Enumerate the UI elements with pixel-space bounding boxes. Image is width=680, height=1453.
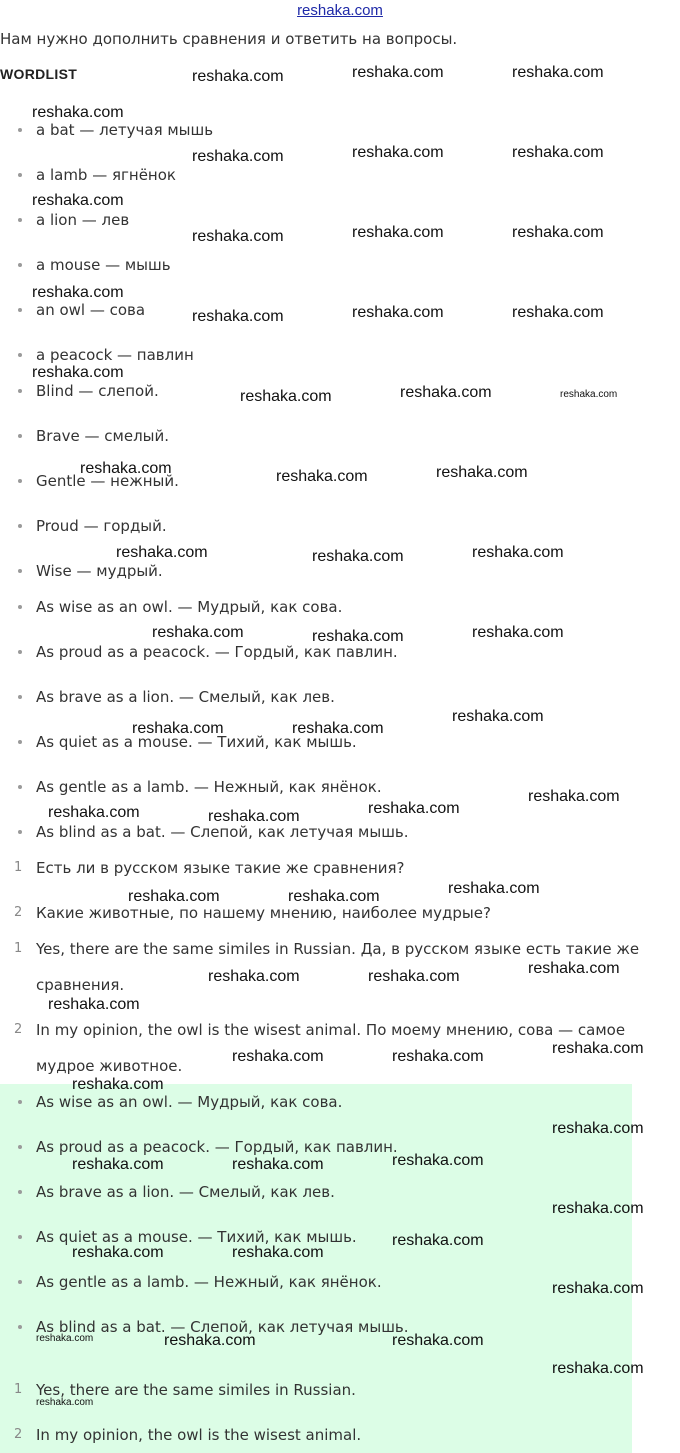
bullet-icon [18, 389, 22, 393]
watermark: reshaka.com [312, 548, 404, 565]
bullet-icon [18, 173, 22, 177]
watermark: reshaka.com [472, 624, 564, 641]
watermark: reshaka.com [80, 460, 172, 477]
watermark: reshaka.com [352, 224, 444, 241]
watermark: reshaka.com [392, 1048, 484, 1065]
watermark: reshaka.com [436, 464, 528, 481]
watermark: reshaka.com [72, 1244, 164, 1261]
watermark: reshaka.com [32, 104, 124, 121]
watermark: reshaka.com [512, 144, 604, 161]
watermark: reshaka.com [560, 389, 618, 400]
watermark: reshaka.com [232, 1244, 324, 1261]
watermark: reshaka.com [276, 468, 368, 485]
bullet-icon [18, 569, 22, 573]
intro-text: Нам нужно дополнить сравнения и ответить на вопросы. [0, 30, 458, 48]
watermark: reshaka.com [528, 788, 620, 805]
watermark: reshaka.com [552, 1040, 644, 1057]
watermark: reshaka.com [368, 800, 460, 817]
watermark: reshaka.com [72, 1156, 164, 1173]
watermark: reshaka.com [192, 308, 284, 325]
watermark: reshaka.com [48, 804, 140, 821]
watermark: reshaka.com [552, 1280, 644, 1297]
watermark: reshaka.com [32, 192, 124, 209]
watermark: reshaka.com [312, 628, 404, 645]
watermark: reshaka.com [352, 144, 444, 161]
watermark: reshaka.com [392, 1232, 484, 1249]
bullet-icon [18, 128, 22, 132]
watermark: reshaka.com [240, 388, 332, 405]
wordlist-heading: WORDLIST [0, 66, 78, 82]
watermark: reshaka.com [512, 224, 604, 241]
bullet-icon [18, 650, 22, 654]
watermark: reshaka.com [512, 304, 604, 321]
bullet-icon [18, 1235, 22, 1239]
bullet-icon [18, 605, 22, 609]
watermark: reshaka.com [72, 1076, 164, 1093]
watermark: reshaka.com [36, 1333, 94, 1344]
bullet-icon [18, 695, 22, 699]
watermark: reshaka.com [192, 148, 284, 165]
watermark: reshaka.com [32, 284, 124, 301]
watermark: reshaka.com [552, 1360, 644, 1377]
watermark: reshaka.com [552, 1200, 644, 1217]
bullet-icon [18, 830, 22, 834]
watermark: reshaka.com [352, 304, 444, 321]
watermark: reshaka.com [292, 720, 384, 737]
bullet-icon [18, 218, 22, 222]
watermark: reshaka.com [452, 708, 544, 725]
bullet-icon [18, 479, 22, 483]
bullet-icon [18, 1190, 22, 1194]
bullet-icon [18, 308, 22, 312]
site-title-link[interactable]: reshaka.com [297, 2, 383, 19]
bullet-icon [18, 1100, 22, 1104]
watermark: reshaka.com [232, 1156, 324, 1173]
bullet-icon [18, 1325, 22, 1329]
bullet-icon [18, 740, 22, 744]
watermark: reshaka.com [552, 1120, 644, 1137]
bullet-icon [18, 434, 22, 438]
watermark: reshaka.com [116, 544, 208, 561]
watermark: reshaka.com [208, 808, 300, 825]
watermark: reshaka.com [32, 364, 124, 381]
watermark: reshaka.com [132, 720, 224, 737]
bullet-icon [18, 785, 22, 789]
bullet-icon [18, 1280, 22, 1284]
watermark: reshaka.com [152, 624, 244, 641]
watermark: reshaka.com [512, 64, 604, 81]
watermark: reshaka.com [232, 1048, 324, 1065]
watermark: reshaka.com [392, 1152, 484, 1169]
watermark: reshaka.com [36, 1397, 94, 1408]
watermark: reshaka.com [48, 996, 140, 1013]
watermark: reshaka.com [192, 68, 284, 85]
bullet-icon [18, 524, 22, 528]
watermark: reshaka.com [392, 1332, 484, 1349]
watermark: reshaka.com [472, 544, 564, 561]
watermark: reshaka.com [400, 384, 492, 401]
bullet-icon [18, 263, 22, 267]
watermark: reshaka.com [164, 1332, 256, 1349]
watermark: reshaka.com [352, 64, 444, 81]
watermark: reshaka.com [528, 960, 620, 977]
watermark: reshaka.com [448, 880, 540, 897]
watermark: reshaka.com [208, 968, 300, 985]
watermark: reshaka.com [192, 228, 284, 245]
watermark: reshaka.com [128, 888, 220, 905]
watermark: reshaka.com [368, 968, 460, 985]
watermark: reshaka.com [288, 888, 380, 905]
bullet-icon [18, 353, 22, 357]
bullet-icon [18, 1145, 22, 1149]
